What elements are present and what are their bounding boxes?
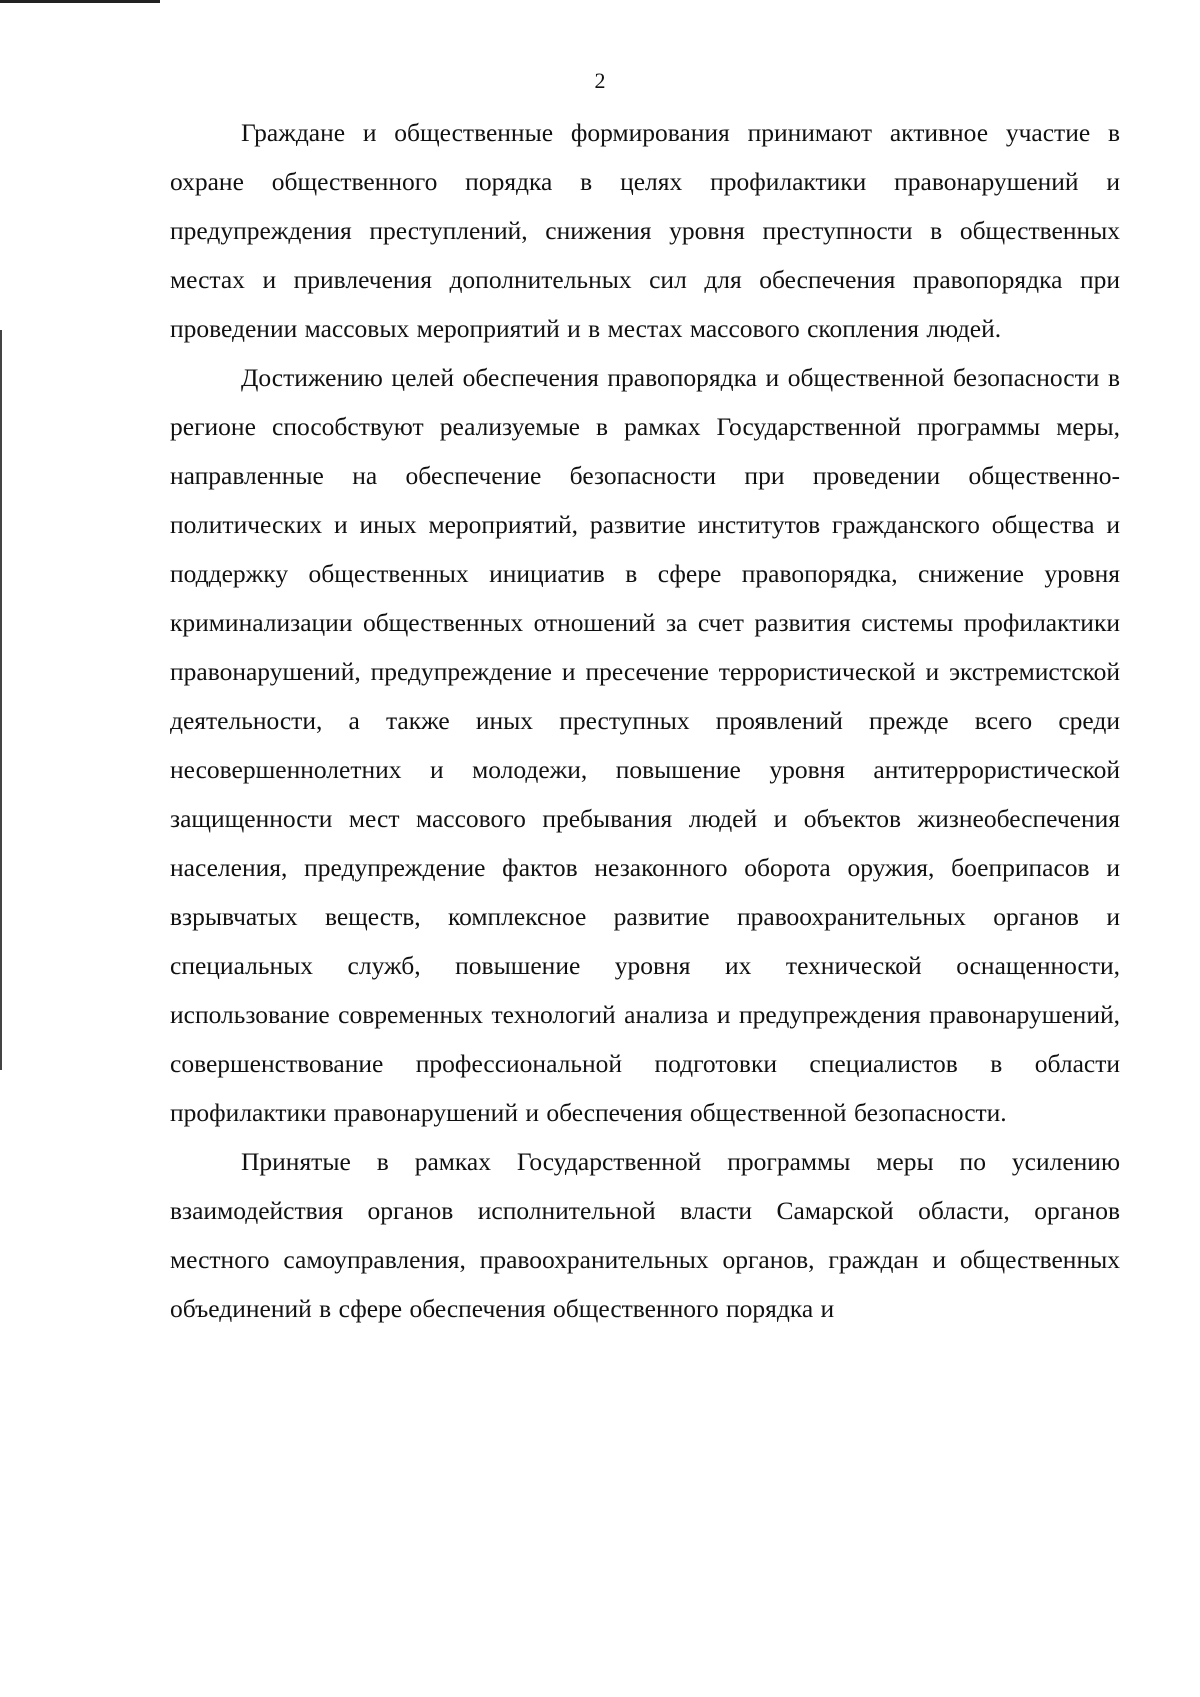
scan-edge-top <box>0 0 160 3</box>
paragraph-program-measures: Достижению целей обеспечения правопорядка и общественной безопасности в регионе способствуют реализуемые в рамках Государственной программы меры, направленные на обеспечение безопасности при проведении общественно-политических и иных мероприятий, развитие институтов гражданского общества и поддержку общественных инициатив в сфере правопорядка, снижение уровня криминализации общественных отношений за счет развития системы профилактики правонарушений, предупреждение и пресечение террористической и экстремистской деятельности, а также иных преступных проявлений прежде всего среди несовершеннолетних и молодежи, повышение уровня антитеррористической защищенности мест массового пребывания людей и объектов жизнеобеспечения населения, предупреждение фактов незаконного оборота оружия, боеприпасов и взрывчатых веществ, комплексное развитие правоохранительных органов и специальных служб, повышение уровня их технической оснащенности, использование современных технологий анализа и предупреждения правонарушений, совершенствование профессиональной подготовки специалистов в области профилактики правонарушений и обеспечения общественной безопасности. <box>170 363 1120 1127</box>
paragraph-interaction-measures: Принятые в рамках Государственной программы меры по усилению взаимодействия органов исполнительной власти Самарской области, органов местного самоуправления, правоохранительных органов, граждан и общественных объединений в сфере обеспечения общественного порядка и <box>170 1147 1120 1323</box>
paragraph-citizens-participation: Граждане и общественные формирования принимают активное участие в охране общественного порядка в целях профилактики правонарушений и предупреждения преступлений, снижения уровня преступности в общественных местах и привлечения дополнительных сил для обеспечения правопорядка при проведении массовых мероприятий и в местах массового скопления людей. <box>170 118 1120 343</box>
scan-edge-left <box>0 330 2 1070</box>
page-number: 2 <box>594 68 606 93</box>
body-text <box>170 108 1120 1333</box>
